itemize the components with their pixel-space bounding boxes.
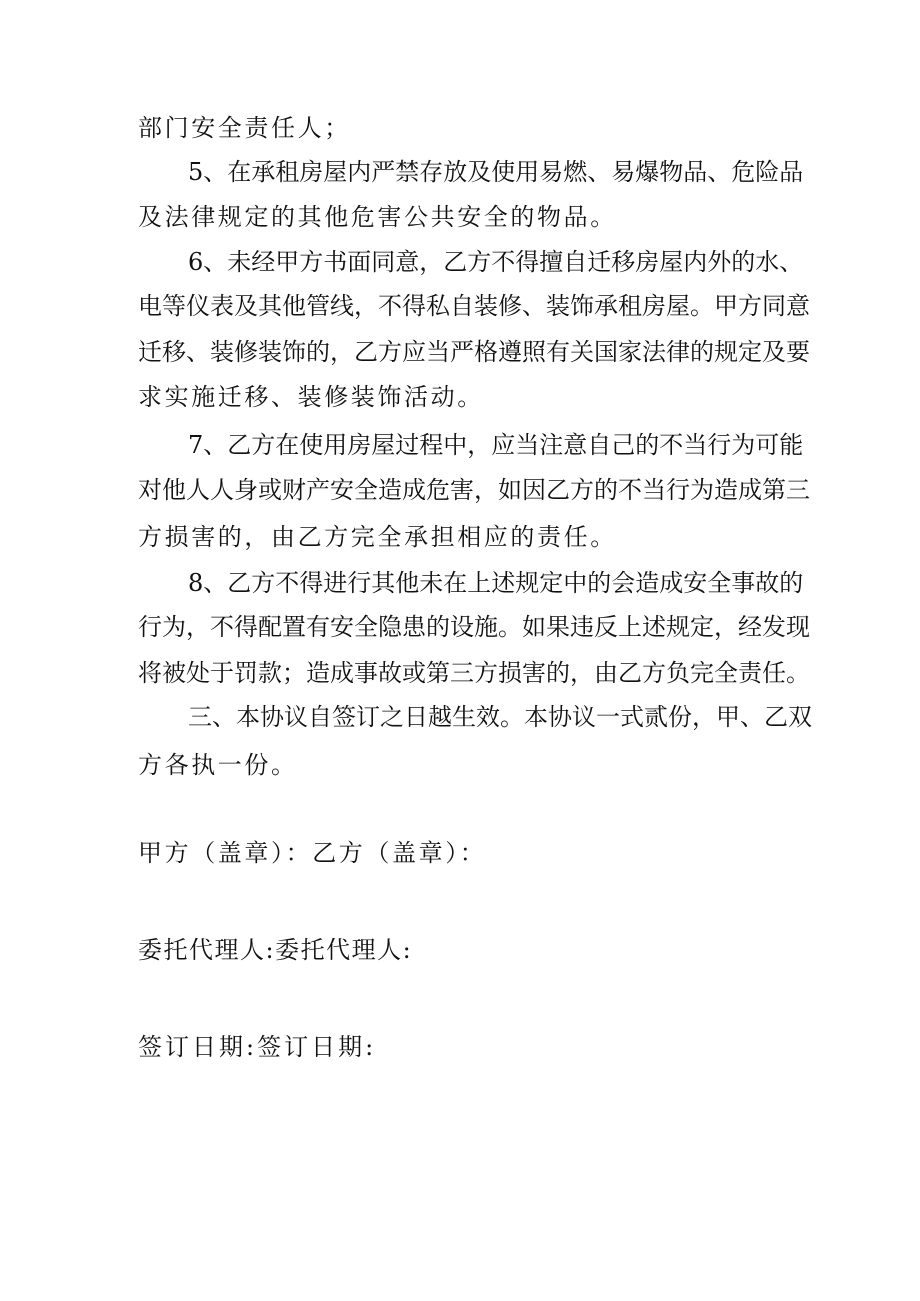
text-line: 对他人人身或财产安全造成危害，如因乙方的不当行为造成第三 — [138, 476, 810, 504]
text-line: 将被处于罚款；造成事故或第三方损害的，由乙方负完全责任。 — [138, 659, 810, 687]
seal-line: 甲方（盖章）：乙方（盖章）： — [138, 839, 487, 867]
text-line: 迁移、装修装饰的，乙方应当严格遵照有关国家法律的规定及要 — [138, 338, 810, 366]
clause-6: 6、未经甲方书面同意，乙方不得擅自迁移房屋内外的水、 — [188, 248, 804, 276]
clause-7: 7、乙方在使用房屋过程中，应当注意自己的不当行为可能 — [188, 431, 804, 459]
text-line: 及法律规定的其他危害公共安全的物品。 — [138, 203, 617, 231]
text-line: 电等仪表及其他管线，不得私自装修、装饰承租房屋。甲方同意 — [138, 292, 810, 320]
section-3: 三、本协议自签订之日越生效。本协议一式贰份，甲、乙双 — [188, 703, 812, 731]
text-line: 求实施迁移、装修装饰活动。 — [138, 383, 484, 411]
text-line: 方各执一份。 — [138, 751, 298, 779]
clause-8: 8、乙方不得进行其他未在上述规定中的会造成安全事故的 — [188, 569, 804, 597]
agent-line: 委托代理人:委托代理人: — [138, 936, 413, 964]
text-line: 行为，不得配置有安全隐患的设施。如果违反上述规定，经发现 — [138, 613, 810, 641]
clause-5: 5、在承租房屋内严禁存放及使用易燃、易爆物品、危险品 — [188, 158, 804, 186]
text-line: 部门安全责任人； — [138, 114, 351, 142]
date-line: 签订日期:签订日期: — [138, 1033, 377, 1061]
text-line: 方损害的，由乙方完全承担相应的责任。 — [138, 523, 617, 551]
